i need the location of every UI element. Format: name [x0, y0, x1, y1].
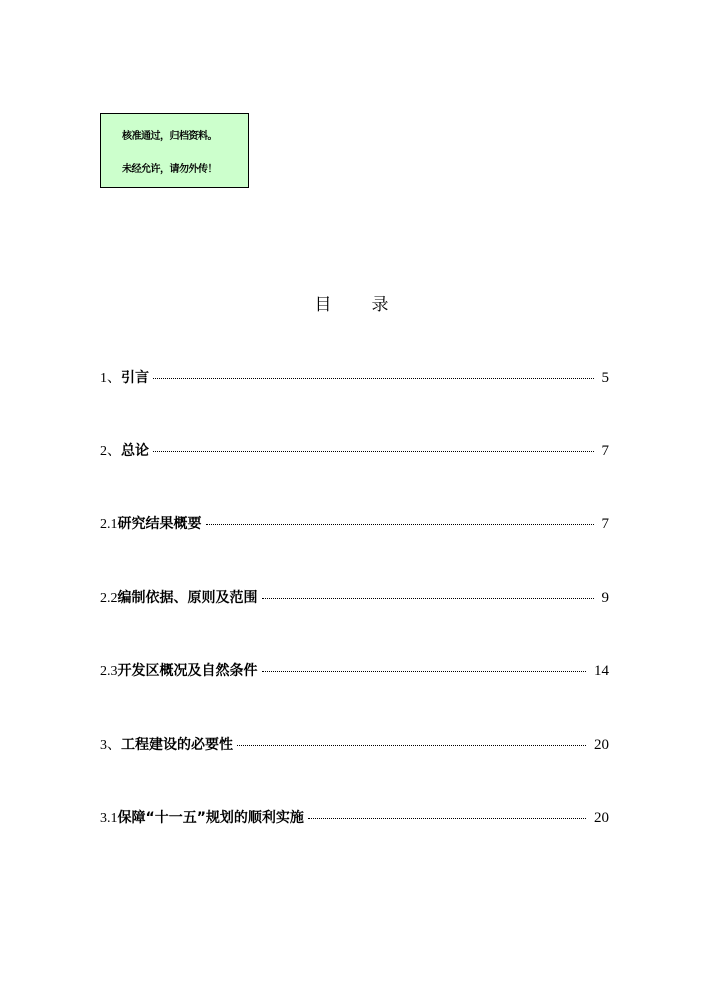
toc-leader-dots — [308, 818, 586, 819]
toc-title-left: 目 — [314, 295, 332, 315]
toc-entry-number: 2.2 — [100, 591, 118, 606]
toc-entry-page: 7 — [601, 516, 609, 532]
toc-entry-1[interactable] — [100, 367, 609, 387]
toc-entry-2-3[interactable] — [100, 660, 609, 680]
toc-leader-dots — [237, 745, 586, 746]
toc-entry-number: 2.1 — [100, 517, 118, 532]
toc-entry-text: 开发区概况及自然条件 — [117, 663, 258, 679]
toc-entry-page: 14 — [594, 663, 609, 679]
toc-entry-number: 3、 — [100, 738, 121, 753]
toc-entry-number: 2、 — [100, 444, 121, 459]
toc-leader-dots — [153, 451, 594, 452]
approval-stamp — [100, 113, 249, 188]
toc-entry-page: 7 — [601, 443, 609, 459]
toc-entry-number: 1、 — [100, 371, 121, 386]
toc-entry-page: 20 — [594, 737, 609, 753]
toc-entry-text: 研究结果概要 — [117, 516, 202, 532]
toc-entry-2[interactable] — [100, 440, 609, 460]
toc-entry-2-1[interactable] — [100, 513, 609, 533]
stamp-line-approved: 核准通过，归档资料。 — [122, 131, 217, 142]
toc-entry-2-2[interactable] — [100, 587, 609, 607]
toc-entry-text: 保障“十一五”规划的顺利实施 — [117, 810, 304, 826]
toc-leader-dots — [153, 378, 594, 379]
toc-leader-dots — [262, 671, 587, 672]
toc-entry-page: 20 — [594, 810, 609, 826]
toc-entry-text: 编制依据、原则及范围 — [117, 590, 258, 606]
toc-entry-page: 5 — [601, 370, 609, 386]
toc-entry-3[interactable] — [100, 734, 609, 754]
toc-entry-number: 2.3 — [100, 664, 118, 679]
toc-entry-number: 3.1 — [100, 811, 118, 826]
toc-leader-dots — [262, 598, 594, 599]
toc-entry-3-1[interactable] — [100, 807, 609, 827]
toc-title-right: 录 — [371, 295, 389, 315]
toc-entry-text: 引言 — [121, 370, 149, 386]
toc-entry-text: 总论 — [121, 443, 149, 459]
stamp-line-confidential: 未经允许，请勿外传！ — [122, 164, 217, 175]
toc-leader-dots — [206, 524, 594, 525]
toc-entry-page: 9 — [601, 590, 609, 606]
toc-entry-text: 工程建设的必要性 — [121, 737, 233, 753]
toc-title — [0, 290, 703, 315]
